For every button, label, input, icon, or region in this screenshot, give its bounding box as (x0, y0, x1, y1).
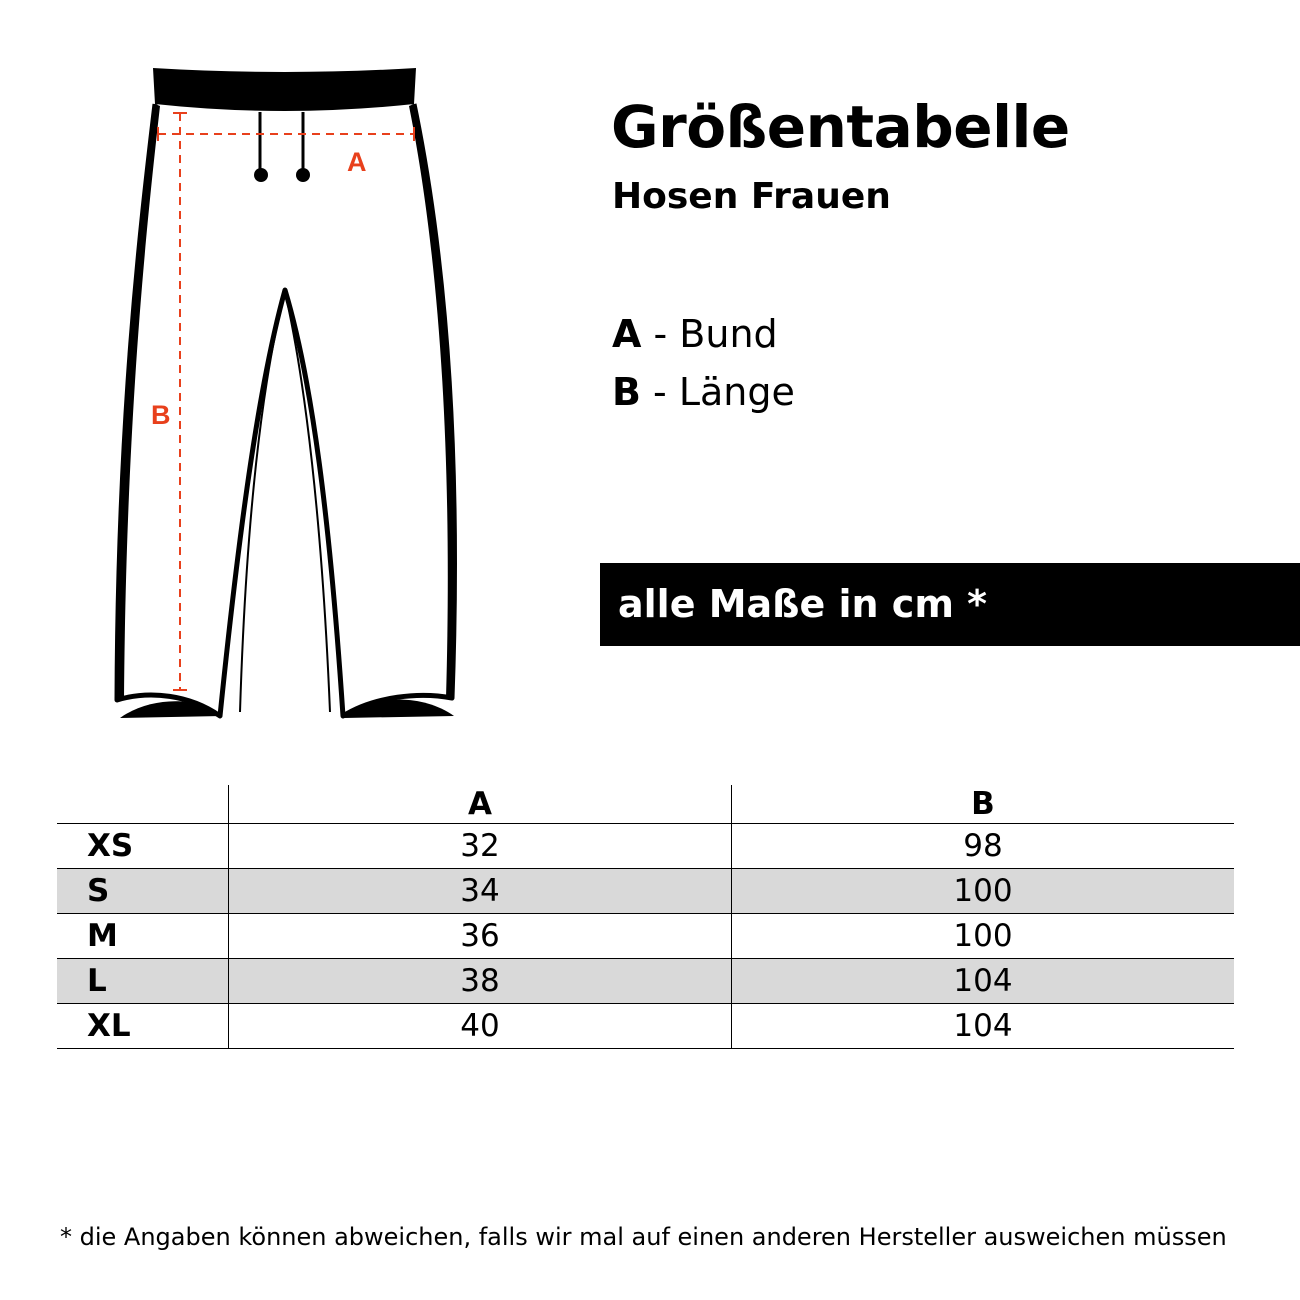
right-cuff (344, 700, 454, 718)
legend-text: - Länge (640, 370, 795, 414)
legend-item-b (612, 363, 795, 421)
value-a: 36 (229, 914, 732, 959)
value-a: 38 (229, 959, 732, 1004)
value-a: 32 (229, 824, 732, 869)
measurement-legend (612, 305, 795, 421)
value-b: 100 (732, 914, 1235, 959)
table-header-row (57, 785, 1234, 824)
value-b: 98 (732, 824, 1235, 869)
legend-key: B (612, 370, 641, 414)
inner-leg-line (240, 292, 330, 712)
value-b: 104 (732, 1004, 1235, 1049)
table-row (57, 1004, 1234, 1049)
measure-b-label: B (151, 400, 171, 430)
value-b: 104 (732, 959, 1235, 1004)
size-table (57, 785, 1234, 1049)
units-banner (600, 563, 1300, 646)
legend-item-a (612, 305, 795, 363)
page-subtitle: Hosen Frauen (612, 176, 891, 217)
legend-key: A (612, 312, 642, 356)
units-banner-text: alle Maße in cm * (618, 582, 988, 626)
column-header-a: A (229, 785, 732, 824)
table-row (57, 824, 1234, 869)
drawstring-right-tip (296, 168, 310, 182)
column-header-size (57, 785, 229, 824)
size-label: XS (57, 824, 229, 869)
value-b: 100 (732, 869, 1235, 914)
size-label: S (57, 869, 229, 914)
value-a: 34 (229, 869, 732, 914)
table-row (57, 869, 1234, 914)
size-label: XL (57, 1004, 229, 1049)
table-row (57, 914, 1234, 959)
legend-text: - Bund (641, 312, 778, 356)
footnote: * die Angaben können abweichen, falls wir mal auf einen anderen Hersteller ausweichen müssen (60, 1223, 1227, 1251)
measure-a-label: A (347, 147, 367, 177)
left-cuff (120, 701, 222, 718)
column-header-b: B (732, 785, 1235, 824)
value-a: 40 (229, 1004, 732, 1049)
drawstring-left-tip (254, 168, 268, 182)
waistband-shape (153, 68, 416, 111)
size-label: L (57, 959, 229, 1004)
size-label: M (57, 914, 229, 959)
page-title: Größentabelle (611, 93, 1070, 161)
table-row (57, 959, 1234, 1004)
pants-diagram (0, 0, 600, 760)
